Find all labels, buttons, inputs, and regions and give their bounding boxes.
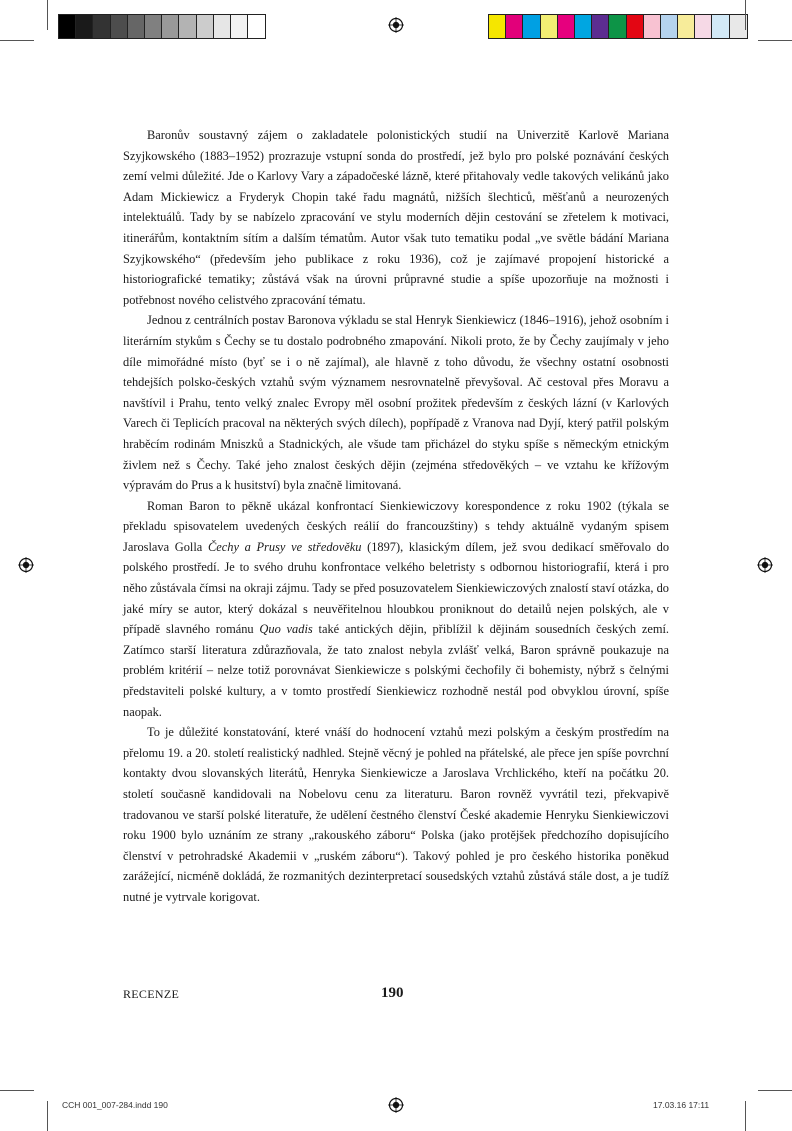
slug-filename: CCH 001_007-284.indd 190 <box>62 1100 168 1110</box>
color-swatch <box>644 15 661 38</box>
registration-mark-icon <box>18 557 34 573</box>
color-swatch <box>93 15 110 38</box>
crop-mark <box>47 0 48 30</box>
color-swatch <box>627 15 644 38</box>
color-swatch <box>128 15 145 38</box>
color-swatch <box>197 15 214 38</box>
crop-mark <box>745 1101 746 1131</box>
book-title: Čechy a Prusy ve středověku <box>207 539 362 554</box>
slug-timestamp: 17.03.16 17:11 <box>653 1100 710 1110</box>
color-swatch <box>678 15 695 38</box>
page-number: 190 <box>381 985 404 1001</box>
color-swatch <box>214 15 231 38</box>
registration-mark-icon <box>757 557 773 573</box>
color-swatch <box>575 15 592 38</box>
crop-mark <box>758 40 792 41</box>
section-label: RECENZE <box>123 987 180 1001</box>
color-swatch <box>541 15 558 38</box>
color-swatch <box>248 15 265 38</box>
crop-mark <box>745 0 746 30</box>
review-body-text <box>123 125 669 908</box>
color-swatch <box>59 15 76 38</box>
paragraph: Jednou z centrálních postav Baronova výkladu se stal Henryk Sienkiewicz (1846–1916), jehož osobním i literárním stykům s Čechy se tu dostalo podrobného zmapování. Nikoli proto, že by Čechy zaujímaly v jeho díle mimořádné místo (byť se i o ně zajímal), ale hlavně z toho důvodu, že všechny ostatní osobnosti tehdejších polsko-českých vztahů svým významem nesrovnatelně převyšoval. Ač cestoval přes Moravu a navštívil i Prahu, tento velký znalec Evropy měl osobní prožitek především z českých lázní (v Karlových Varech či Teplicích pracoval na některých svých dílech), popřípadě z Vranova nad Dyjí, který patřil polským hraběcím rodinám Mniszků a Stadnických, ale všude tam přicházel do styku spíše s německým etnickým živlem než s Čechy. Také jeho znalost českých dějin (zejména středověkých – ve vztahu ke křížovým výpravám do Prus a k husitství) byla značně limitovaná. <box>123 313 669 493</box>
color-swatch <box>76 15 93 38</box>
color-swatch <box>162 15 179 38</box>
novel-title: Quo vadis <box>259 622 313 637</box>
color-swatch <box>231 15 248 38</box>
paragraph-text: také antických dějin, přiblížil k dějinám sousedních českých zemí. Zatímco starší literatura zdůrazňovala, že tato znalost nebyla zvlášť velká, Baron správně poukazuje na problém kritérií – nelze totiž porovnávat Sienkiewicze s polskými čechofily či bohemisty, nýbrž s čelnými představiteli polské kultury, a v tomto prostředí Sienkiewicz rozhodně nestál pod obvyklou úrovní, spíše naopak. <box>123 622 669 719</box>
color-swatch <box>506 15 523 38</box>
color-swatch <box>558 15 575 38</box>
paragraph-text: Roman Baron to pěkně ukázal konfrontací Sienkiewiczovy korespondence z roku 1902 (týkala se překladu spisovatelem uvedených českých reálií do francouzštiny) s tehdy aktuálně vydaným spisem Jaroslava Golla <box>123 498 669 554</box>
paragraph: Baronův soustavný zájem o zakladatele polonistických studií na Univerzitě Karlově Mariana Szyjkowského (1883–1952) prozrazuje vstupní sonda do prostředí, jež bylo pro polské poznávání českých zemí velmi důležité. Jde o Karlovy Vary a západočeské lázně, které přitahovaly vedle takových velikánů jako Adam Mickiewicz a Fryderyk Chopin také řadu magnátů, nižších šlechticů, měšťanů a neurozených intelektuálů. Tady by se nabízelo zpracování ve stylu moderních dějin cestování se zřetelem k motivaci, itinerářům, kontaktním sítím a dalším tématům. Autor však tuto tematiku podal „ve světle bádání Mariana Szyjkowského“ (především jeho publikace z roku 1936), což je zajímavé propojení historické a historiografické tematiky; zůstává však na úrovni průpravné studie a spíše upozorňuje na možnosti i potřebnost nového celistvého zpracování tématu. <box>123 128 669 307</box>
color-swatch <box>661 15 678 38</box>
crop-mark <box>0 1090 34 1091</box>
registration-mark-icon <box>388 1097 404 1113</box>
color-swatch <box>111 15 128 38</box>
color-swatch <box>695 15 712 38</box>
color-calibration-bar <box>488 14 748 39</box>
crop-mark <box>47 1101 48 1131</box>
crop-mark <box>758 1090 792 1091</box>
color-swatch <box>179 15 196 38</box>
color-swatch <box>523 15 540 38</box>
paragraph <box>123 496 669 723</box>
registration-mark-icon <box>388 17 404 33</box>
crop-mark <box>0 40 34 41</box>
grayscale-calibration-bar <box>58 14 266 39</box>
paragraph: To je důležité konstatování, které vnáší do hodnocení vztahů mezi polským a českým prostředím na přelomu 19. a 20. století realistický nadhled. Stejně věcný je pohled na přátelské, ale přece jen spíše povrchní kontakty dvou slovanských literátů, Henryka Sienkiewicze a Jaroslava Vrchlického, kteří na počátku 20. století současně kandidovali na Nobelovu cenu za literaturu. Baron rovněž vyvrátil tezi, překvapivě tradovanou ve starší polské literatuře, že udělení čestného členství České akademie Henryku Sienkiewiczovi roku 1900 bylo uznáním ze strany „rakouského záboru“ Polska (jako protějšek předchozího dopisujícího členství v petrohradské Akademii v „ruském záboru“). Takový pohled je pro českého historika poněkud zarážející, nicméně dokládá, že rozmanitých dezinterpretací sousedských vztahů zůstává stále dost, a je tudíž nutné je vytrvale korigovat. <box>123 725 669 904</box>
color-swatch <box>592 15 609 38</box>
paragraph-text: (1897), klasickým dílem, jež svou dedikací směřovalo do polského prostředí. Je to svého druhu konfrontace velkého beletristy s odbornou historiografií, která i pro něho zůstávala čímsi na okraji zájmu. Tady se před posuzovatelem Sienkiewiczových znalostí staví otázka, do jaké míry se autor, který dokázal s neuvěřitelnou hloubkou proniknout do detailů nejen polských, ale v případě slavného románu <box>123 539 670 637</box>
color-swatch <box>489 15 506 38</box>
color-swatch <box>609 15 626 38</box>
color-swatch <box>712 15 729 38</box>
color-swatch <box>145 15 162 38</box>
